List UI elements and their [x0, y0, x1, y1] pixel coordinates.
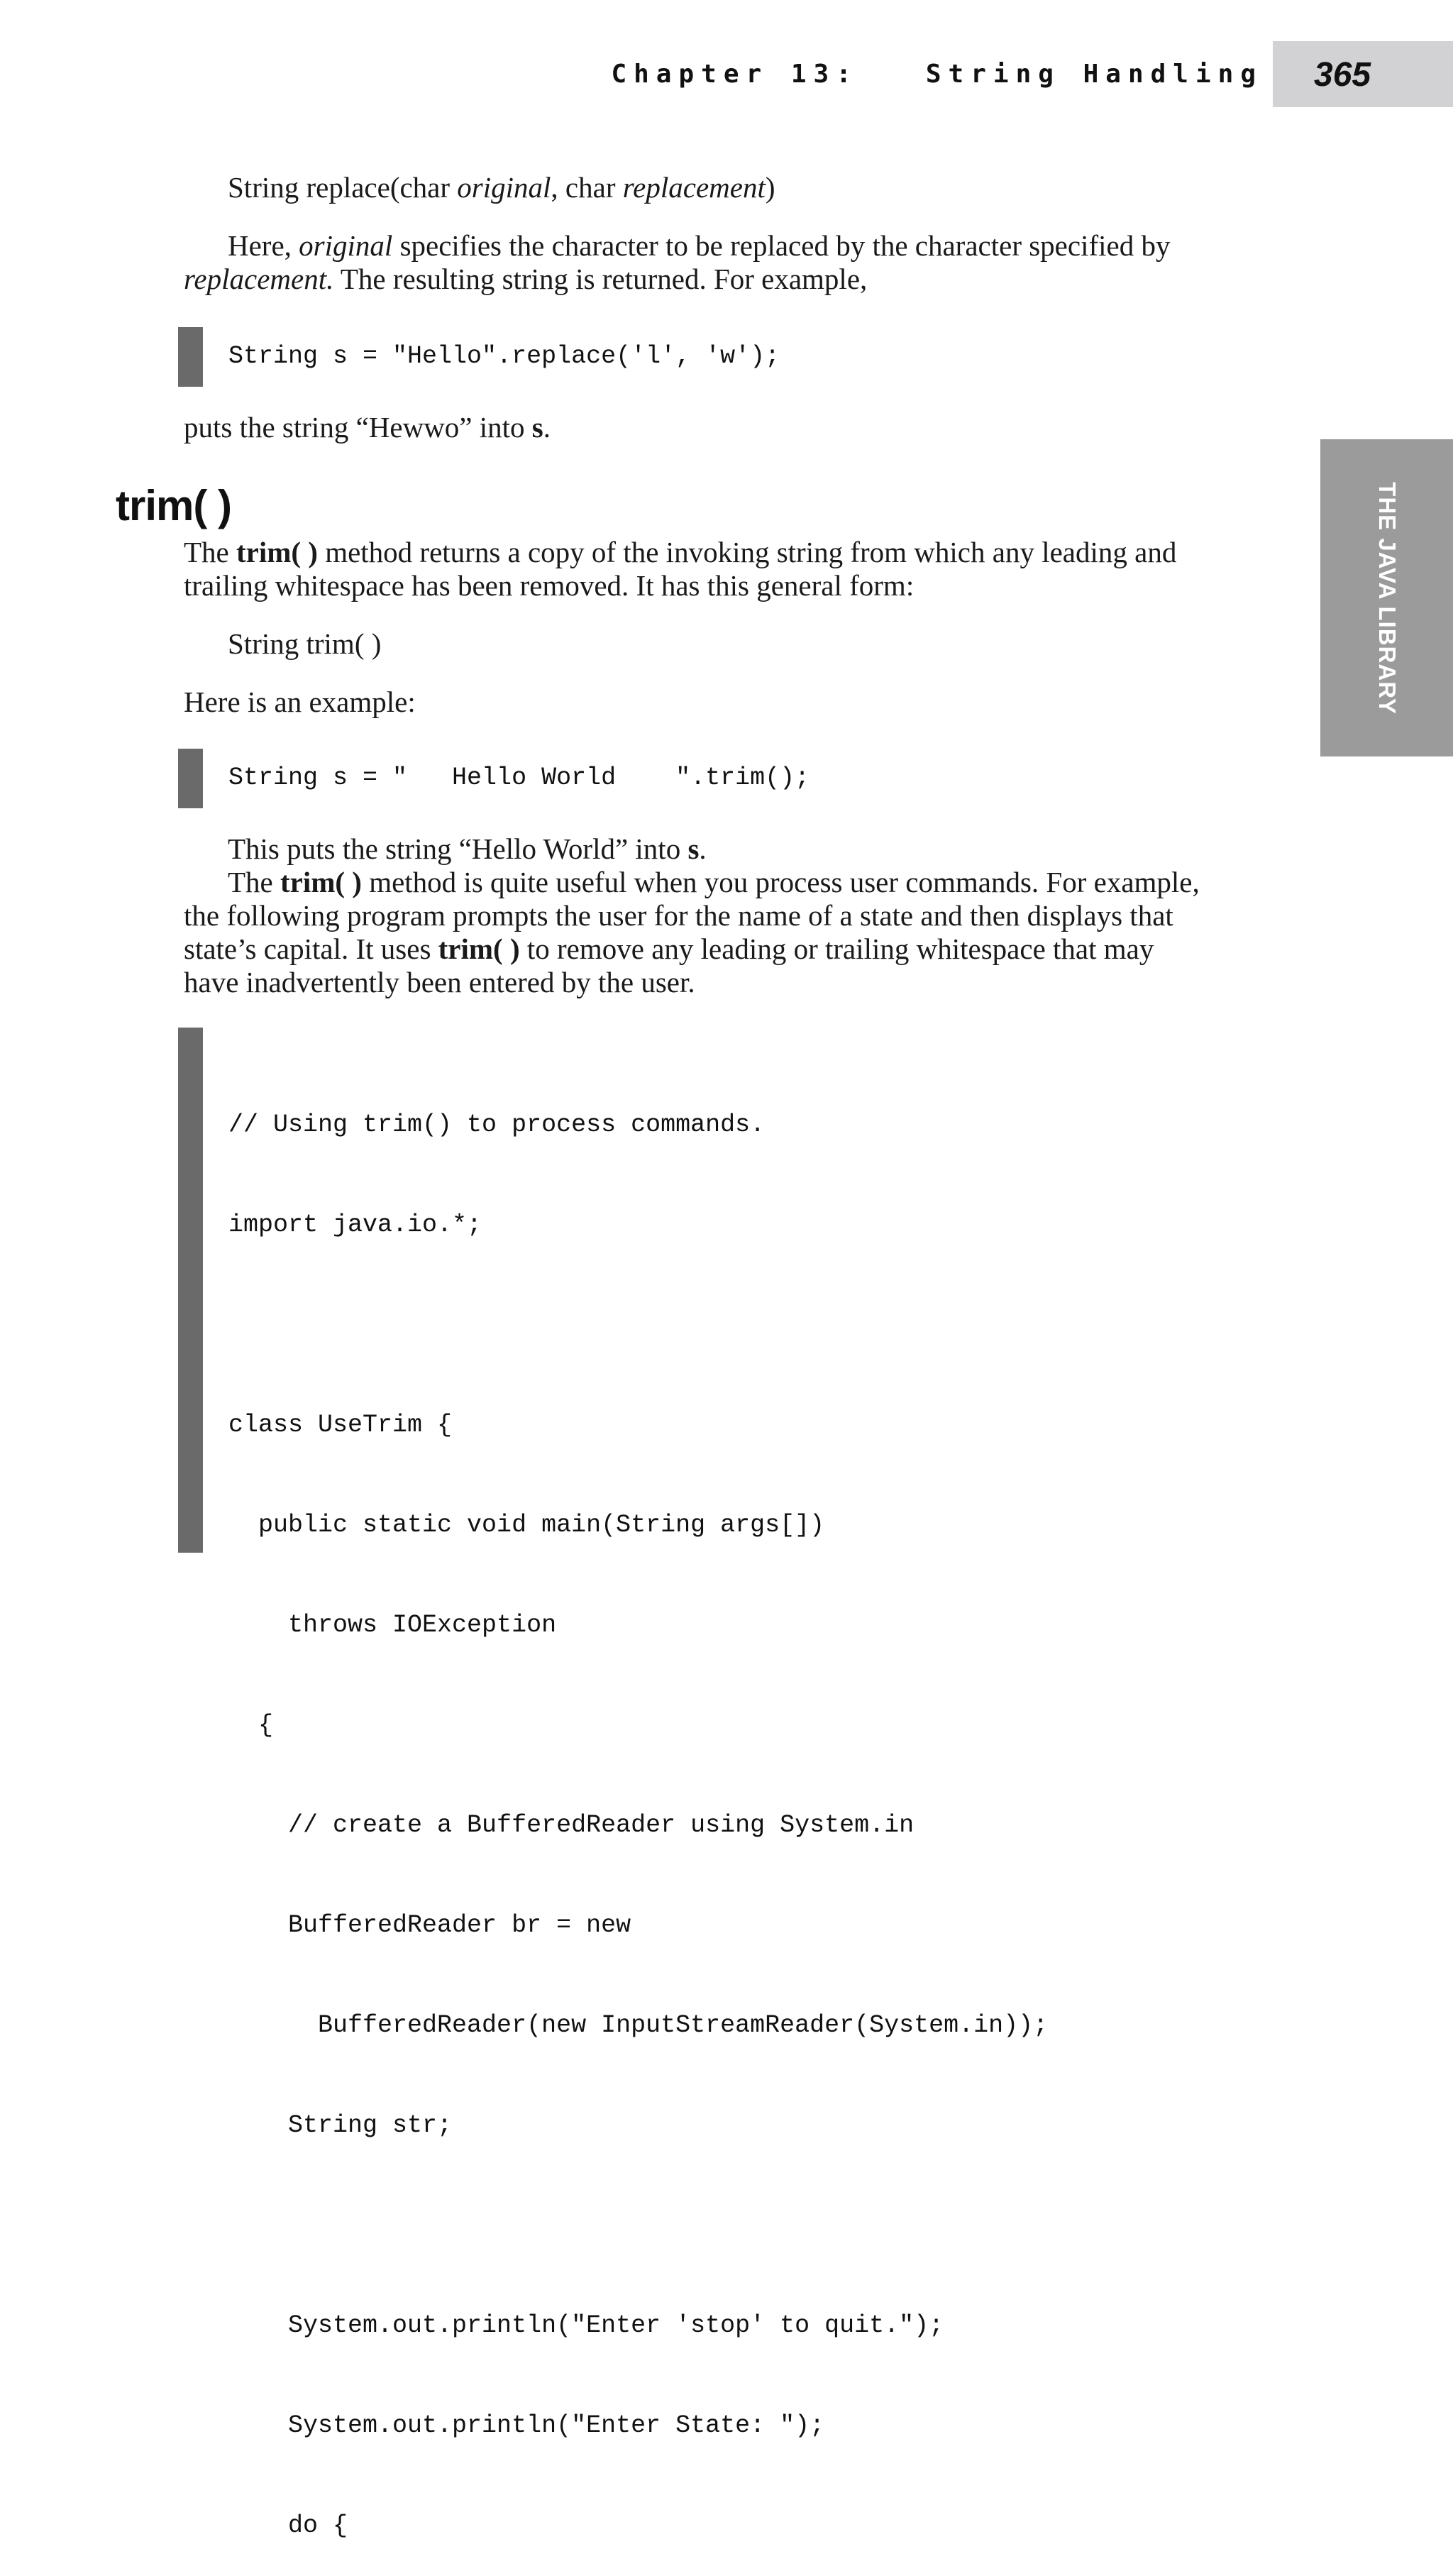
body-text: . — [543, 411, 551, 444]
trim-description-line1 — [184, 536, 1176, 569]
replace-explanation-line2 — [184, 263, 867, 296]
code-line: { — [228, 1711, 274, 1739]
trim-result — [228, 832, 707, 866]
code-bar — [178, 1028, 203, 1553]
signature-text: , char — [551, 171, 623, 204]
trim-description-line2: trailing whitespace has been removed. It has this general form: — [184, 569, 915, 602]
code-line — [228, 2209, 1048, 2242]
body-text: The resulting string is returned. For example, — [333, 263, 868, 295]
side-tab — [1320, 439, 1453, 756]
code-line: System.out.println("Enter State: "); — [228, 2411, 825, 2440]
replace-signature — [228, 171, 775, 204]
trim-usage-line2: the following program prompts the user for the name of a state and then displays that — [184, 899, 1173, 932]
code-bar — [178, 749, 203, 808]
body-text: Here, — [228, 229, 299, 262]
code-line: // Using trim() to process commands. — [228, 1111, 766, 1139]
code-line: import java.io.*; — [228, 1211, 482, 1239]
code-line: String str; — [228, 2111, 453, 2140]
trim-usage-line3 — [184, 932, 1154, 966]
body-text: puts the string “Hewwo” into — [184, 411, 532, 444]
code-line: // create a BufferedReader using System.in — [228, 1811, 915, 1839]
body-text: This puts the string “Hello World” into — [228, 832, 688, 865]
body-text: specifies the character to be replaced by the character specified by — [392, 229, 1171, 262]
code-line: System.out.println("Enter 'stop' to quit."); — [228, 2311, 944, 2340]
code-line: class UseTrim { — [228, 1411, 453, 1439]
code-line: BufferedReader br = new — [228, 1911, 631, 1939]
replace-result — [184, 411, 551, 444]
body-text: method is quite useful when you process user commands. For example, — [361, 866, 1200, 898]
replace-explanation-line1 — [228, 229, 1170, 263]
body-bold: trim( ) — [280, 866, 362, 898]
body-text: method returns a copy of the invoking string from which any leading and — [317, 536, 1177, 568]
chapter-title: Chapter 13: String Handling — [611, 60, 1263, 89]
body-text: The — [184, 536, 236, 568]
trim-signature: String trim( ) — [228, 627, 382, 660]
signature-text: String replace(char — [228, 171, 458, 204]
trim-usage-line4: have inadvertently been entered by the user. — [184, 966, 695, 998]
body-italic: replacement. — [184, 263, 334, 295]
code-bar — [178, 327, 203, 387]
signature-param: original — [457, 171, 551, 204]
signature-text: ) — [765, 171, 775, 204]
code-line: throws IOException — [228, 1611, 557, 1639]
replace-code-example: String s = "Hello".replace('l', 'w'); — [228, 342, 780, 370]
section-heading: trim( ) — [116, 482, 231, 529]
body-bold: trim( ) — [438, 932, 520, 965]
body-text: The — [228, 866, 280, 898]
page-number: 365 — [1314, 56, 1371, 94]
side-tab-label: THE JAVA LIBRARY — [1374, 481, 1400, 715]
code-line — [228, 1309, 1048, 1342]
body-text: state’s capital. It uses — [184, 932, 438, 965]
body-italic: original — [299, 229, 393, 262]
signature-param: replacement — [622, 171, 766, 204]
trim-code-example: String s = " Hello World ".trim(); — [228, 764, 810, 792]
program-listing — [228, 1042, 1048, 2576]
body-text: to remove any leading or trailing whitespace that may — [519, 932, 1154, 965]
example-intro: Here is an example: — [184, 686, 416, 718]
code-line: BufferedReader(new InputStreamReader(System.in)); — [228, 2011, 1049, 2040]
body-bold: s — [531, 411, 543, 444]
trim-usage-line1 — [228, 866, 1200, 899]
body-bold: trim( ) — [236, 536, 318, 568]
body-bold: s — [687, 832, 700, 865]
code-line: public static void main(String args[]) — [228, 1511, 825, 1539]
body-text: . — [699, 832, 707, 865]
code-line: do { — [228, 2511, 348, 2540]
